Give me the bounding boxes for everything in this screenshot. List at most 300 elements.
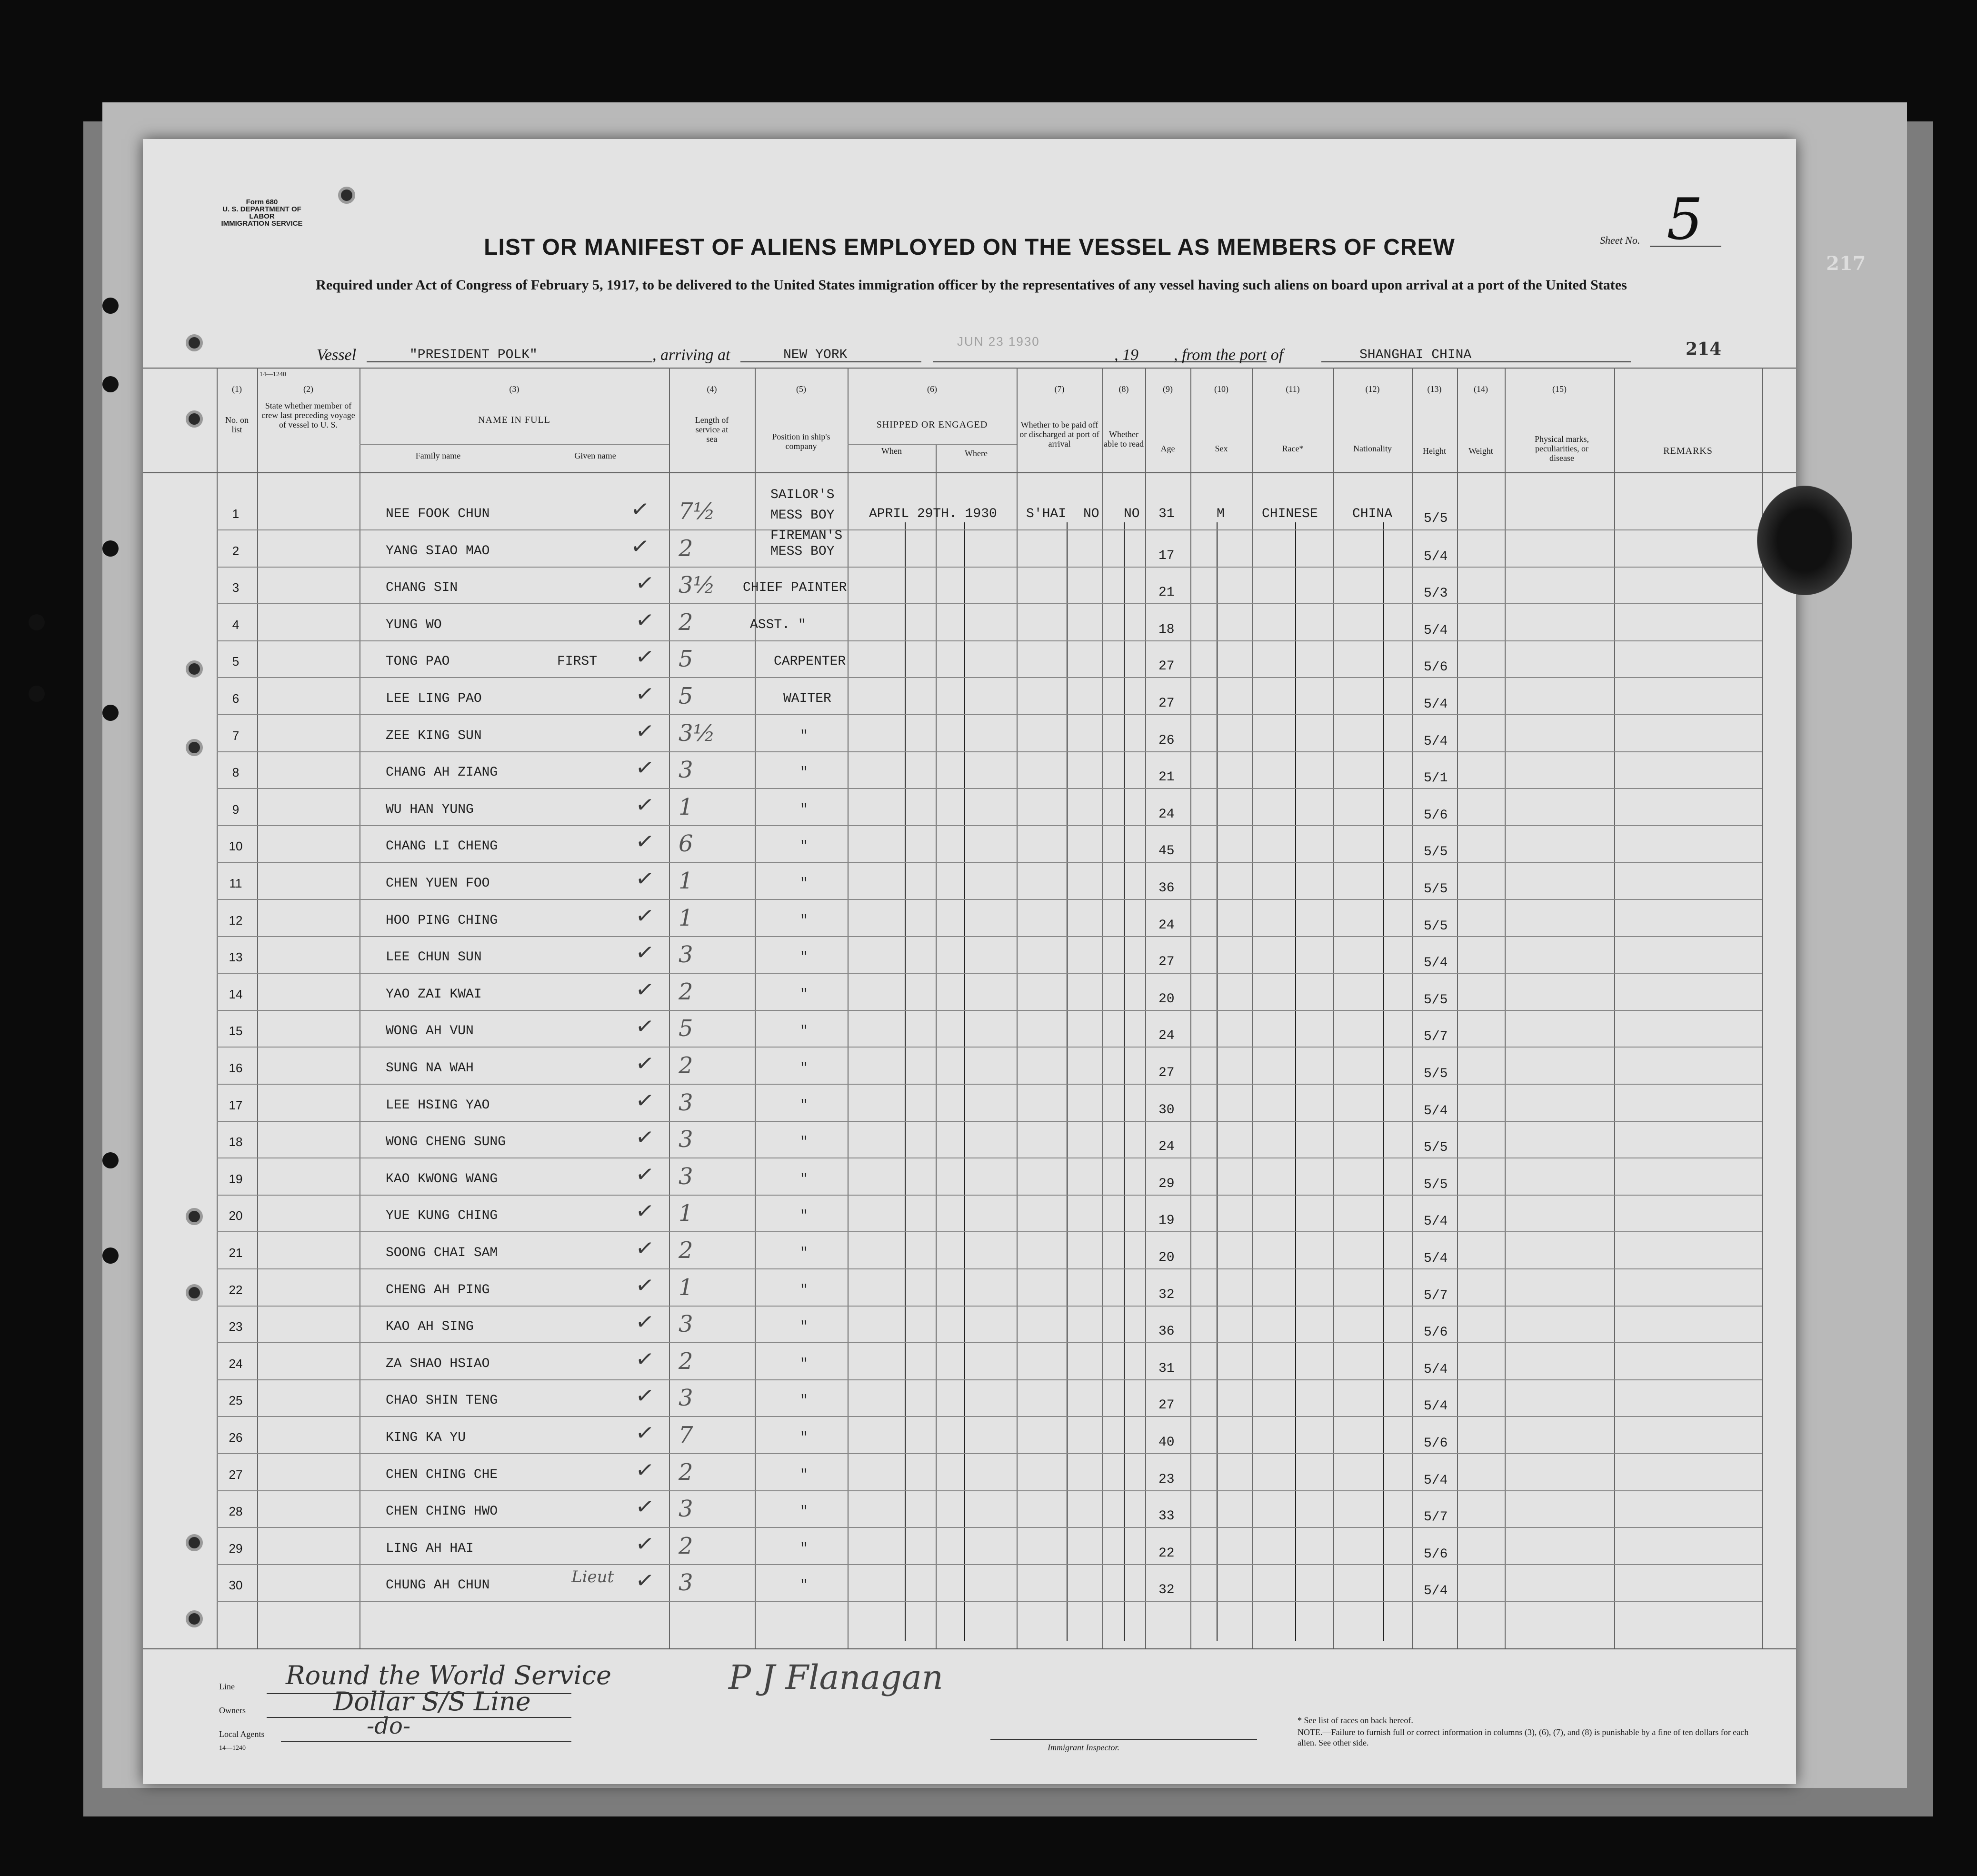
row-service-length: 3 [679, 1496, 693, 1523]
col-num-3: (3) [509, 384, 519, 394]
col-num-13: (13) [1427, 384, 1442, 394]
row-service-length: 3 [679, 1089, 693, 1116]
row-family-name: NEE FOOK CHUN [386, 507, 490, 521]
row-row-number: 9 [232, 802, 240, 817]
row-service-length: 5 [679, 683, 693, 709]
binder-hole [102, 1247, 119, 1264]
sheet-hole [186, 1610, 203, 1627]
row-row-number: 15 [229, 1024, 243, 1038]
col-num-6: (6) [927, 384, 937, 394]
row-position: " [800, 839, 808, 854]
sheet-hole [186, 334, 203, 351]
hdr-race: Race* [1282, 444, 1304, 453]
row-row-number: 18 [229, 1135, 243, 1149]
row-rule [217, 1564, 1762, 1565]
row-service-length: 2 [679, 1347, 693, 1375]
row-age: 23 [1158, 1472, 1175, 1487]
row-height: 5/4 [1424, 1214, 1448, 1229]
row-height: 5/4 [1424, 1399, 1448, 1414]
check-mark: ✓ [634, 1160, 656, 1188]
hdr-able-read: Whether able to read [1104, 429, 1144, 449]
hdr-no-on-list: No. on list [225, 415, 249, 434]
row-service-length: 6 [679, 830, 693, 858]
row-service-length: 2 [679, 1458, 693, 1486]
row-age: 21 [1158, 585, 1175, 600]
row-family-name: CHEN CHING HWO [386, 1504, 498, 1519]
vessel-label: Vessel [317, 346, 357, 364]
row-service-length: 3½ [679, 719, 716, 747]
check-mark: ✓ [634, 1345, 656, 1373]
row-service-length: 3 [679, 1569, 693, 1597]
col-num-10: (10) [1214, 384, 1228, 394]
row-age: 26 [1158, 733, 1175, 748]
sheet-hole [186, 739, 203, 756]
row-rule [217, 529, 1762, 530]
row-row-number: 3 [232, 580, 240, 595]
check-mark: ✓ [634, 864, 656, 893]
col-num-11: (11) [1286, 384, 1300, 394]
row-age: 36 [1158, 881, 1175, 896]
row-family-name: CHEN CHING CHE [386, 1467, 498, 1482]
row-family-name: YANG SIAO MAO [386, 543, 490, 559]
failure-note: NOTE.—Failure to furnish full or correct information in columns (3), (6), (7), and (8) is punishable by a fine of ten dollars for each alien. See other side. [1298, 1727, 1749, 1747]
row-rule [217, 936, 1762, 937]
row-height: 5/5 [1424, 882, 1448, 897]
row-rule [217, 714, 1762, 715]
row-service-length: 3 [679, 757, 693, 784]
row-row-number: 28 [229, 1504, 243, 1519]
races-note: * See list of races on back hereof. [1298, 1716, 1413, 1725]
inspector-signature: P J Flanagan [729, 1658, 943, 1697]
col-divider [1017, 368, 1018, 1648]
col-num-4: (4) [707, 384, 717, 394]
row-position: CHIEF PAINTER [743, 580, 847, 596]
row-family-name: SUNG NA WAH [386, 1061, 474, 1076]
row-service-length: 3 [679, 1163, 693, 1190]
row-rule [217, 1010, 1762, 1011]
row1-paid-off: NO [1083, 507, 1099, 521]
row-age: 19 [1158, 1213, 1175, 1228]
hdr-state-whether: State whether member of crew last preceding voyage of vessel to U. S. [261, 401, 355, 429]
from-label: , from the port of [1174, 346, 1284, 364]
row-service-length: 2 [679, 1532, 693, 1559]
row-height: 5/4 [1424, 1251, 1448, 1266]
vessel-name: "PRESIDENT POLK" [409, 348, 538, 362]
row-height: 5/5 [1424, 845, 1448, 860]
row-age: 40 [1158, 1435, 1175, 1450]
check-mark: ✓ [634, 1529, 656, 1558]
row-rule [217, 1047, 1762, 1048]
row-age: 27 [1158, 696, 1175, 711]
binder-hole [102, 540, 119, 557]
hdr-where: Where [965, 449, 988, 458]
name-header-rule [359, 444, 669, 445]
row-position: SAILOR'S [770, 488, 835, 502]
hdr-position: Position in ship's company [772, 432, 830, 451]
check-mark: ✓ [634, 1456, 656, 1484]
row-position: " [800, 950, 808, 965]
row-age: 32 [1158, 1287, 1175, 1302]
row-row-number: 8 [232, 765, 240, 780]
row-position: " [800, 1319, 808, 1335]
row-service-length: 3 [679, 1126, 693, 1153]
row-rule [217, 751, 1762, 752]
check-mark: ✓ [634, 1012, 656, 1040]
owners-label: Owners [219, 1706, 246, 1715]
row-service-length: 7½ [679, 498, 716, 525]
agents-value: -do- [367, 1713, 411, 1739]
row-rule [217, 1379, 1762, 1380]
row-age: 30 [1158, 1102, 1175, 1118]
col-divider [1412, 368, 1413, 1648]
sheet-hole [186, 1208, 203, 1225]
row-family-name: KAO KWONG WANG [386, 1171, 498, 1187]
row-row-number: 21 [229, 1246, 243, 1260]
row-age: 27 [1158, 1398, 1175, 1413]
manifest-sheet [143, 139, 1796, 1784]
row-service-length: 3 [679, 1311, 693, 1338]
row-service-length: 2 [679, 609, 693, 636]
row-family-name: CHANG AH ZIANG [386, 765, 498, 780]
row-service-length: 2 [679, 1052, 693, 1079]
row-family-name: YAO ZAI KWAI [386, 987, 482, 1002]
hdr-length-service: Length of service at sea [695, 415, 729, 444]
ink-line [1124, 522, 1125, 1641]
row1-where: S'HAI [1026, 507, 1067, 521]
row-rule [217, 1195, 1762, 1196]
row-age: 20 [1158, 991, 1175, 1007]
check-mark: ✓ [629, 495, 651, 523]
check-mark: ✓ [634, 1381, 656, 1410]
row-age: 21 [1158, 770, 1175, 785]
row-position: " [800, 1061, 808, 1076]
serial-number: 214 [1686, 339, 1722, 359]
row-service-length: 5 [679, 1015, 693, 1042]
sheet-number: 5 [1667, 187, 1703, 253]
row-row-number: 27 [229, 1467, 243, 1482]
ink-line [905, 522, 906, 1641]
check-mark: ✓ [634, 1271, 656, 1299]
col-divider [1614, 368, 1615, 1648]
row-service-length: 3½ [679, 572, 716, 599]
row-rule [217, 1342, 1762, 1343]
row-rule [217, 1601, 1762, 1602]
check-mark: ✓ [634, 790, 656, 819]
form-number: Form 680 [246, 198, 278, 206]
binder-hole [102, 705, 119, 721]
row-position: " [800, 1578, 808, 1593]
row-row-number: 26 [229, 1430, 243, 1445]
col-divider [848, 368, 849, 1648]
hdr-given-name: Given name [574, 451, 616, 460]
col-divider [755, 368, 756, 1648]
hdr-weight: Weight [1468, 446, 1493, 456]
hdr-shipped: SHIPPED OR ENGAGED [876, 419, 988, 430]
sheet-hole [186, 1284, 203, 1301]
binder-hole [29, 686, 45, 702]
row-family-name: CHAO SHIN TENG [386, 1393, 498, 1408]
row-position: " [800, 1208, 808, 1224]
page-subtitle: Required under Act of Congress of February 5, 1917, to be delivered to the United States immigration officer by the representatives of any vessel having such aliens on board upon arrival at a port of the United States [316, 277, 1627, 293]
hdr-physical: Physical marks, peculiarities, or disease [1535, 434, 1589, 463]
row-age: 22 [1158, 1546, 1175, 1561]
row-age: 27 [1158, 659, 1175, 674]
hdr-when: When [881, 446, 902, 456]
form-info [210, 199, 314, 227]
check-mark: ✓ [634, 606, 656, 634]
row-family-name: YUE KUNG CHING [386, 1208, 498, 1224]
check-mark: ✓ [629, 532, 651, 560]
check-mark: ✓ [634, 1307, 656, 1336]
form-code: 14—1240 [260, 371, 286, 378]
binder-hole [102, 298, 119, 314]
row-position: " [800, 1393, 808, 1408]
form-service: IMMIGRATION SERVICE [221, 220, 303, 228]
row-service-length: 2 [679, 1237, 693, 1264]
col-num-2: (2) [303, 384, 313, 394]
row-height: 5/4 [1424, 623, 1448, 638]
row-position: " [800, 913, 808, 928]
hdr-sex: Sex [1215, 444, 1228, 453]
row-service-length: 3 [679, 941, 693, 968]
line-value: Round the World Service [286, 1660, 611, 1690]
row-family-name: CHUNG AH CHUN [386, 1578, 490, 1593]
col-divider [1102, 368, 1103, 1648]
row-family-name: WU HAN YUNG [386, 802, 474, 817]
row-height: 5/6 [1424, 808, 1448, 823]
row-rule [217, 1527, 1762, 1528]
binder-hole [102, 1152, 119, 1168]
row-family-name: LEE HSING YAO [386, 1098, 490, 1113]
row-position: " [800, 876, 808, 891]
row-family-name: CHENG AH PING [386, 1282, 490, 1297]
row-age: 24 [1158, 918, 1175, 933]
row-position: " [800, 1246, 808, 1260]
row-position: " [800, 765, 808, 780]
row-rule [217, 1084, 1762, 1085]
sheet-hole [186, 1534, 203, 1551]
row-family-name: YUNG WO [386, 617, 442, 632]
row-age: 27 [1158, 1066, 1175, 1080]
check-mark: ✓ [634, 679, 656, 708]
row-row-number: 5 [232, 654, 240, 669]
inspector-label: Immigrant Inspector. [1048, 1743, 1119, 1752]
hdr-name-in-full: NAME IN FULL [478, 415, 550, 425]
check-mark: ✓ [634, 717, 656, 745]
row-family-name: LING AH HAI [386, 1541, 474, 1556]
row-age: 32 [1158, 1583, 1175, 1598]
row-position: " [800, 1282, 808, 1297]
row1-sex: M [1217, 507, 1225, 521]
row-age: 27 [1158, 955, 1175, 970]
arriving-label: , arriving at [652, 346, 730, 364]
row-rule [217, 788, 1762, 789]
row-family-name: KING KA YU [386, 1430, 466, 1445]
arrival-port: NEW YORK [783, 348, 848, 362]
row-service-length: 3 [679, 1385, 693, 1412]
col-num-7: (7) [1054, 384, 1065, 394]
row-family-name: WONG CHENG SUNG [386, 1135, 506, 1150]
ink-line [1295, 522, 1296, 1641]
shipped-header-rule [848, 444, 1017, 445]
row-row-number: 14 [229, 987, 243, 1001]
row-height: 5/6 [1424, 660, 1448, 675]
row-height: 5/4 [1424, 549, 1448, 564]
row-height: 5/4 [1424, 734, 1448, 749]
row-rule [217, 1231, 1762, 1232]
row-position: " [800, 1430, 808, 1445]
check-mark: ✓ [634, 569, 656, 597]
ink-line [1383, 522, 1384, 1641]
row-position: WAITER [783, 691, 831, 706]
inspector-field-line [990, 1738, 1257, 1740]
row-height: 5/4 [1424, 956, 1448, 971]
row-row-number: 17 [229, 1098, 243, 1112]
side-page-number: 217 [1826, 252, 1866, 275]
row-height: 5/5 [1424, 992, 1448, 1008]
row-row-number: 22 [229, 1282, 243, 1297]
row-age: 29 [1158, 1176, 1175, 1191]
table-top-rule [143, 368, 1796, 369]
row-row-number: 10 [229, 839, 243, 854]
row-age: 36 [1158, 1324, 1175, 1339]
row1-nationality: CHINA [1352, 507, 1393, 521]
row-height: 5/6 [1424, 1547, 1448, 1562]
row-service-length: 1 [679, 793, 693, 820]
col-divider [936, 444, 937, 1648]
binder-hole [102, 376, 119, 392]
row1-able-read: NO [1124, 507, 1140, 521]
row-position: " [800, 1467, 808, 1482]
agents-label: Local Agents [219, 1729, 265, 1739]
row-age: 17 [1158, 548, 1175, 563]
hdr-family-name: Family name [415, 451, 461, 460]
row-family-name: CHANG LI CHENG [386, 839, 498, 854]
check-mark: ✓ [634, 1086, 656, 1115]
col-num-15: (15) [1552, 384, 1567, 394]
row-height: 5/5 [1424, 1140, 1448, 1156]
line-label: Line [219, 1682, 235, 1691]
row-rule [217, 1453, 1762, 1454]
row-service-length: 1 [679, 1200, 693, 1227]
row-position: " [800, 1098, 808, 1113]
row-rule [217, 567, 1762, 568]
row-row-number: 13 [229, 950, 243, 965]
row-rule [217, 1490, 1762, 1491]
row-family-name: ZA SHAO HSIAO [386, 1356, 490, 1371]
row-family-name: WONG AH VUN [386, 1024, 474, 1039]
col-num-5: (5) [796, 384, 806, 394]
row-position: " [800, 1504, 808, 1519]
row-age: 24 [1158, 1139, 1175, 1155]
row-height: 5/7 [1424, 1029, 1448, 1045]
check-mark: ✓ [634, 1049, 656, 1078]
check-mark: ✓ [634, 1492, 656, 1521]
row-rule [217, 603, 1762, 604]
row-row-number: 1 [232, 507, 240, 521]
row-family-name: KAO AH SING [386, 1319, 474, 1335]
row-family-name: ZEE KING SUN [386, 728, 482, 743]
row-family-name: CHANG SIN [386, 580, 458, 596]
date-stamp: JUN 23 1930 [957, 334, 1040, 349]
row-service-length: 2 [679, 978, 693, 1005]
row-row-number: 30 [229, 1578, 243, 1593]
row-height: 5/7 [1424, 1510, 1448, 1525]
col-divider [217, 368, 218, 1648]
ink-line [964, 522, 965, 1641]
row-height: 5/5 [1424, 511, 1448, 526]
col-divider [1145, 368, 1146, 1648]
row-height: 5/6 [1424, 1325, 1448, 1340]
col-num-14: (14) [1474, 384, 1488, 394]
row-row-number: 7 [232, 728, 240, 743]
table-bottom-rule [143, 1648, 1796, 1649]
agents-form-code: 14—1240 [219, 1745, 246, 1752]
row-rule [217, 1306, 1762, 1307]
row-row-number: 23 [229, 1319, 243, 1334]
col-divider [1190, 368, 1191, 1648]
row-rule [217, 862, 1762, 863]
row-family-name: SOONG CHAI SAM [386, 1246, 498, 1260]
col-divider [1457, 368, 1458, 1648]
row-position: " [800, 728, 808, 743]
row-row-number: 24 [229, 1356, 243, 1371]
col-divider [359, 368, 360, 1648]
hdr-paid-off: Whether to be paid off or discharged at port of arrival [1019, 420, 1099, 449]
row-age: 20 [1158, 1250, 1175, 1265]
col-divider [669, 368, 670, 1648]
check-mark: ✓ [634, 827, 656, 856]
row-age: 33 [1158, 1509, 1175, 1524]
row-rule [217, 677, 1762, 678]
ink-line [1067, 522, 1068, 1641]
row-service-length: 1 [679, 1274, 693, 1301]
check-mark: ✓ [634, 753, 656, 782]
row-row-number: 16 [229, 1061, 243, 1075]
check-mark: ✓ [634, 938, 656, 967]
check-mark: ✓ [634, 1197, 656, 1225]
check-mark: ✓ [634, 1123, 656, 1151]
row-rule [217, 640, 1762, 641]
hdr-age: Age [1160, 444, 1175, 453]
from-port: SHANGHAI CHINA [1359, 348, 1472, 362]
binder-hole [29, 614, 45, 630]
col-num-8: (8) [1118, 384, 1129, 394]
owners-value: Dollar S/S Line [333, 1686, 531, 1716]
row1-when: APRIL 29TH. 1930 [869, 507, 997, 521]
row-age: 24 [1158, 1028, 1175, 1044]
col-num-1: (1) [232, 384, 242, 394]
row-position: CARPENTER [774, 654, 846, 669]
year-label: , 19 [1114, 346, 1138, 364]
row-height: 5/4 [1424, 1362, 1448, 1377]
check-mark: ✓ [634, 975, 656, 1004]
check-mark: ✓ [634, 1418, 656, 1447]
row-position: MESS BOY [770, 544, 835, 559]
row-family-name: TONG PAO [386, 654, 450, 669]
form-department: U. S. DEPARTMENT OF LABOR [222, 205, 301, 220]
sheet-hole [186, 410, 203, 428]
row-service-length: 7 [679, 1422, 693, 1448]
row-row-number: 12 [229, 913, 243, 928]
row-row-number: 19 [229, 1171, 243, 1186]
row-family-name: CHEN YUEN FOO [386, 876, 490, 891]
row-row-number: 6 [232, 691, 240, 706]
check-mark: ✓ [634, 1566, 656, 1595]
hdr-height: Height [1423, 446, 1446, 456]
row-position: " [800, 1356, 808, 1371]
row-position: ASST. " [750, 617, 806, 632]
